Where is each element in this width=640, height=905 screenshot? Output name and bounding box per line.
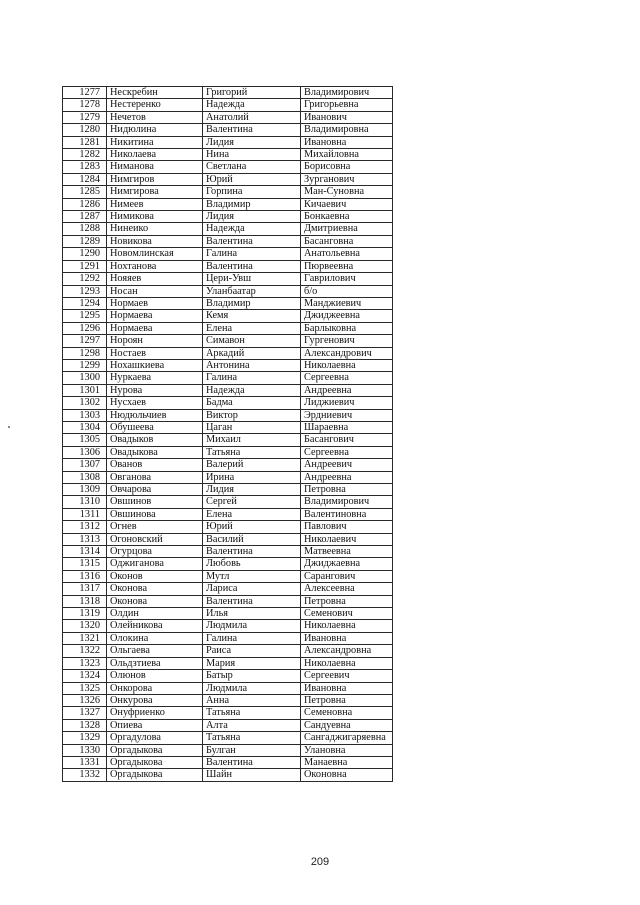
row-number: 1313 <box>63 533 107 545</box>
table-row <box>63 744 393 756</box>
patronymic: Ман-Суновна <box>301 186 393 198</box>
row-number: 1317 <box>63 583 107 595</box>
patronymic: Николаевич <box>301 533 393 545</box>
row-number: 1281 <box>63 136 107 148</box>
patronymic: Лиджиевич <box>301 397 393 409</box>
row-number: 1330 <box>63 744 107 756</box>
first-name: Антонина <box>203 359 301 371</box>
first-name: Симавон <box>203 335 301 347</box>
table-row <box>63 583 393 595</box>
patronymic: Петровна <box>301 484 393 496</box>
last-name: Ниманова <box>107 161 203 173</box>
table-row <box>63 508 393 520</box>
last-name: Нурова <box>107 384 203 396</box>
last-name: Оргадыкова <box>107 769 203 781</box>
last-name: Оргадыкова <box>107 744 203 756</box>
last-name: Нормаева <box>107 322 203 334</box>
row-number: 1290 <box>63 248 107 260</box>
table-row <box>63 496 393 508</box>
row-number: 1278 <box>63 99 107 111</box>
last-name: Нидюлина <box>107 124 203 136</box>
first-name: Цаган <box>203 421 301 433</box>
patronymic: Андреевич <box>301 459 393 471</box>
first-name: Анатолий <box>203 111 301 123</box>
patronymic: Ивановна <box>301 136 393 148</box>
table-row <box>63 372 393 384</box>
first-name: Светлана <box>203 161 301 173</box>
table-row <box>63 459 393 471</box>
last-name: Нохашкиева <box>107 359 203 371</box>
row-number: 1279 <box>63 111 107 123</box>
last-name: Овадыков <box>107 434 203 446</box>
first-name: Ирина <box>203 471 301 483</box>
last-name: Нусхаев <box>107 397 203 409</box>
first-name: Михаил <box>203 434 301 446</box>
last-name: Носан <box>107 285 203 297</box>
row-number: 1294 <box>63 297 107 309</box>
table-row <box>63 756 393 768</box>
patronymic: Сандуевна <box>301 719 393 731</box>
patronymic: Бонкаевна <box>301 211 393 223</box>
first-name: Шайн <box>203 769 301 781</box>
first-name: Илья <box>203 608 301 620</box>
last-name: Нохтанова <box>107 260 203 272</box>
last-name: Овчарова <box>107 484 203 496</box>
row-number: 1305 <box>63 434 107 446</box>
table-row <box>63 421 393 433</box>
table-row <box>63 707 393 719</box>
row-number: 1332 <box>63 769 107 781</box>
row-number: 1285 <box>63 186 107 198</box>
table-row <box>63 521 393 533</box>
first-name: Лидия <box>203 136 301 148</box>
row-number: 1297 <box>63 335 107 347</box>
patronymic: Сергеевич <box>301 670 393 682</box>
first-name: Валерий <box>203 459 301 471</box>
table-row <box>63 173 393 185</box>
patronymic: Ивановна <box>301 682 393 694</box>
table-row <box>63 645 393 657</box>
first-name: Татьяна <box>203 707 301 719</box>
last-name: Огоновский <box>107 533 203 545</box>
row-number: 1277 <box>63 87 107 99</box>
first-name: Василий <box>203 533 301 545</box>
table-row <box>63 769 393 781</box>
patronymic: Джиджаевна <box>301 558 393 570</box>
table-row <box>63 546 393 558</box>
table-row <box>63 248 393 260</box>
first-name: Аркадий <box>203 347 301 359</box>
first-name: Елена <box>203 322 301 334</box>
table-row <box>63 484 393 496</box>
row-number: 1302 <box>63 397 107 409</box>
row-number: 1291 <box>63 260 107 272</box>
last-name: Оргадулова <box>107 732 203 744</box>
patronymic: б/о <box>301 285 393 297</box>
last-name: Нимикова <box>107 211 203 223</box>
table-row <box>63 335 393 347</box>
first-name: Валентина <box>203 756 301 768</box>
patronymic: Сергеевна <box>301 446 393 458</box>
patronymic: Алексеевна <box>301 583 393 595</box>
table-row <box>63 558 393 570</box>
patronymic: Эрдниевич <box>301 409 393 421</box>
table-row <box>63 694 393 706</box>
first-name: Горпина <box>203 186 301 198</box>
patronymic: Николаевна <box>301 657 393 669</box>
table-row <box>63 285 393 297</box>
table-row <box>63 149 393 161</box>
first-name: Мутл <box>203 570 301 582</box>
row-number: 1319 <box>63 608 107 620</box>
last-name: Нинеико <box>107 223 203 235</box>
last-name: Нуркаева <box>107 372 203 384</box>
patronymic: Дмитриевна <box>301 223 393 235</box>
patronymic: Шараевна <box>301 421 393 433</box>
last-name: Оргадыкова <box>107 756 203 768</box>
table-row <box>63 273 393 285</box>
row-number: 1328 <box>63 719 107 731</box>
row-number: 1331 <box>63 756 107 768</box>
row-number: 1318 <box>63 595 107 607</box>
patronymic: Басангович <box>301 434 393 446</box>
row-number: 1286 <box>63 198 107 210</box>
last-name: Новикова <box>107 235 203 247</box>
first-name: Юрий <box>203 173 301 185</box>
first-name: Галина <box>203 248 301 260</box>
first-name: Сергей <box>203 496 301 508</box>
row-number: 1323 <box>63 657 107 669</box>
first-name: Владимир <box>203 297 301 309</box>
table-row <box>63 87 393 99</box>
first-name: Кемя <box>203 310 301 322</box>
first-name: Валентина <box>203 260 301 272</box>
table-row <box>63 359 393 371</box>
last-name: Обушеева <box>107 421 203 433</box>
patronymic: Басанговна <box>301 235 393 247</box>
table-row <box>63 111 393 123</box>
table-row <box>63 347 393 359</box>
last-name: Олокина <box>107 632 203 644</box>
table-row <box>63 570 393 582</box>
row-number: 1283 <box>63 161 107 173</box>
table-row <box>63 670 393 682</box>
last-name: Ованов <box>107 459 203 471</box>
first-name: Надежда <box>203 99 301 111</box>
last-name: Нюдюльчиев <box>107 409 203 421</box>
first-name: Валентина <box>203 124 301 136</box>
patronymic: Николаевна <box>301 620 393 632</box>
first-name: Алта <box>203 719 301 731</box>
first-name: Раиса <box>203 645 301 657</box>
margin-mark <box>8 426 10 428</box>
row-number: 1292 <box>63 273 107 285</box>
row-number: 1301 <box>63 384 107 396</box>
row-number: 1289 <box>63 235 107 247</box>
patronymic: Джиджеевна <box>301 310 393 322</box>
first-name: Виктор <box>203 409 301 421</box>
row-number: 1312 <box>63 521 107 533</box>
table-row <box>63 223 393 235</box>
patronymic: Ивановна <box>301 632 393 644</box>
table-row <box>63 719 393 731</box>
last-name: Нояяев <box>107 273 203 285</box>
patronymic: Сергеевна <box>301 372 393 384</box>
first-name: Мария <box>203 657 301 669</box>
row-number: 1282 <box>63 149 107 161</box>
row-number: 1326 <box>63 694 107 706</box>
patronymic: Манаевна <box>301 756 393 768</box>
row-number: 1329 <box>63 732 107 744</box>
first-name: Григорий <box>203 87 301 99</box>
page-number: 209 <box>310 856 330 868</box>
table-row <box>63 235 393 247</box>
last-name: Нимгиров <box>107 173 203 185</box>
first-name: Татьяна <box>203 446 301 458</box>
first-name: Лидия <box>203 211 301 223</box>
row-number: 1288 <box>63 223 107 235</box>
patronymic: Борисовна <box>301 161 393 173</box>
patronymic: Зурганович <box>301 173 393 185</box>
table-row <box>63 186 393 198</box>
patronymic: Сангаджигаряевна <box>301 732 393 744</box>
patronymic: Семенович <box>301 608 393 620</box>
last-name: Нечетов <box>107 111 203 123</box>
table-row <box>63 409 393 421</box>
patronymic: Пюрвеевна <box>301 260 393 272</box>
last-name: Николаева <box>107 149 203 161</box>
table-row <box>63 533 393 545</box>
patronymic: Анатольевна <box>301 248 393 260</box>
patronymic: Владимирович <box>301 87 393 99</box>
patronymic: Александрович <box>301 347 393 359</box>
table-row <box>63 595 393 607</box>
patronymic: Петровна <box>301 595 393 607</box>
table-row <box>63 297 393 309</box>
table-row <box>63 136 393 148</box>
last-name: Нимеев <box>107 198 203 210</box>
first-name: Анна <box>203 694 301 706</box>
first-name: Галина <box>203 372 301 384</box>
row-number: 1287 <box>63 211 107 223</box>
patronymic: Барлыковна <box>301 322 393 334</box>
last-name: Оконов <box>107 570 203 582</box>
row-number: 1304 <box>63 421 107 433</box>
row-number: 1321 <box>63 632 107 644</box>
row-number: 1310 <box>63 496 107 508</box>
last-name: Оконова <box>107 595 203 607</box>
first-name: Батыр <box>203 670 301 682</box>
last-name: Ностаев <box>107 347 203 359</box>
patronymic: Николаевна <box>301 359 393 371</box>
first-name: Людмила <box>203 620 301 632</box>
table-row <box>63 471 393 483</box>
patronymic: Оконовна <box>301 769 393 781</box>
table-row <box>63 632 393 644</box>
first-name: Цери-Увш <box>203 273 301 285</box>
row-number: 1308 <box>63 471 107 483</box>
row-number: 1293 <box>63 285 107 297</box>
row-number: 1280 <box>63 124 107 136</box>
table-row <box>63 446 393 458</box>
first-name: Бадма <box>203 397 301 409</box>
table-row <box>63 322 393 334</box>
patronymic: Манджиевич <box>301 297 393 309</box>
row-number: 1320 <box>63 620 107 632</box>
row-number: 1327 <box>63 707 107 719</box>
row-number: 1309 <box>63 484 107 496</box>
last-name: Онкурова <box>107 694 203 706</box>
patronymic: Валентиновна <box>301 508 393 520</box>
row-number: 1314 <box>63 546 107 558</box>
patronymic: Владимирович <box>301 496 393 508</box>
table-row <box>63 384 393 396</box>
patronymic: Григорьевна <box>301 99 393 111</box>
patronymic: Гаврилович <box>301 273 393 285</box>
row-number: 1295 <box>63 310 107 322</box>
table-row <box>63 161 393 173</box>
last-name: Онуфриенко <box>107 707 203 719</box>
patronymic: Андреевна <box>301 471 393 483</box>
first-name: Владимир <box>203 198 301 210</box>
first-name: Валентина <box>203 546 301 558</box>
patronymic: Петровна <box>301 694 393 706</box>
row-number: 1315 <box>63 558 107 570</box>
first-name: Булган <box>203 744 301 756</box>
patronymic: Владимировна <box>301 124 393 136</box>
patronymic: Сарангович <box>301 570 393 582</box>
last-name: Ольдзтиева <box>107 657 203 669</box>
row-number: 1296 <box>63 322 107 334</box>
table-row <box>63 732 393 744</box>
first-name: Елена <box>203 508 301 520</box>
last-name: Новомлинская <box>107 248 203 260</box>
last-name: Олейникова <box>107 620 203 632</box>
last-name: Опиева <box>107 719 203 731</box>
last-name: Овадыкова <box>107 446 203 458</box>
table-row <box>63 608 393 620</box>
first-name: Уланбаатар <box>203 285 301 297</box>
row-number: 1306 <box>63 446 107 458</box>
table-row <box>63 657 393 669</box>
table-row <box>63 620 393 632</box>
last-name: Нороян <box>107 335 203 347</box>
last-name: Овшинов <box>107 496 203 508</box>
row-number: 1325 <box>63 682 107 694</box>
row-number: 1298 <box>63 347 107 359</box>
row-number: 1311 <box>63 508 107 520</box>
row-number: 1322 <box>63 645 107 657</box>
first-name: Валентина <box>203 595 301 607</box>
table-row <box>63 99 393 111</box>
first-name: Татьяна <box>203 732 301 744</box>
row-number: 1300 <box>63 372 107 384</box>
last-name: Нескребин <box>107 87 203 99</box>
table-row <box>63 434 393 446</box>
table-row <box>63 397 393 409</box>
row-number: 1324 <box>63 670 107 682</box>
last-name: Нимгирова <box>107 186 203 198</box>
last-name: Нормаева <box>107 310 203 322</box>
table-row <box>63 198 393 210</box>
last-name: Нормаев <box>107 297 203 309</box>
row-number: 1284 <box>63 173 107 185</box>
last-name: Никитина <box>107 136 203 148</box>
patronymic: Кичаевич <box>301 198 393 210</box>
patronymic: Улановна <box>301 744 393 756</box>
row-number: 1316 <box>63 570 107 582</box>
last-name: Огнев <box>107 521 203 533</box>
last-name: Нестеренко <box>107 99 203 111</box>
last-name: Оконова <box>107 583 203 595</box>
patronymic: Матвеевна <box>301 546 393 558</box>
last-name: Огурцова <box>107 546 203 558</box>
patronymic: Семеновна <box>301 707 393 719</box>
table-row <box>63 260 393 272</box>
patronymic: Александровна <box>301 645 393 657</box>
first-name: Любовь <box>203 558 301 570</box>
last-name: Ольгаева <box>107 645 203 657</box>
first-name: Валентина <box>203 235 301 247</box>
last-name: Овшинова <box>107 508 203 520</box>
patronymic: Павлович <box>301 521 393 533</box>
roster-table <box>62 86 393 782</box>
last-name: Олдин <box>107 608 203 620</box>
last-name: Овганова <box>107 471 203 483</box>
roster-table-body <box>63 87 393 782</box>
patronymic: Гургенович <box>301 335 393 347</box>
table-row <box>63 124 393 136</box>
table-row <box>63 682 393 694</box>
last-name: Олюнов <box>107 670 203 682</box>
last-name: Оджиганова <box>107 558 203 570</box>
row-number: 1299 <box>63 359 107 371</box>
first-name: Людмила <box>203 682 301 694</box>
first-name: Надежда <box>203 384 301 396</box>
table-row <box>63 211 393 223</box>
row-number: 1307 <box>63 459 107 471</box>
table-row <box>63 310 393 322</box>
first-name: Нина <box>203 149 301 161</box>
first-name: Юрий <box>203 521 301 533</box>
row-number: 1303 <box>63 409 107 421</box>
patronymic: Андреевна <box>301 384 393 396</box>
patronymic: Михайловна <box>301 149 393 161</box>
first-name: Галина <box>203 632 301 644</box>
patronymic: Иванович <box>301 111 393 123</box>
first-name: Лидия <box>203 484 301 496</box>
last-name: Онкорова <box>107 682 203 694</box>
first-name: Лариса <box>203 583 301 595</box>
first-name: Надежда <box>203 223 301 235</box>
